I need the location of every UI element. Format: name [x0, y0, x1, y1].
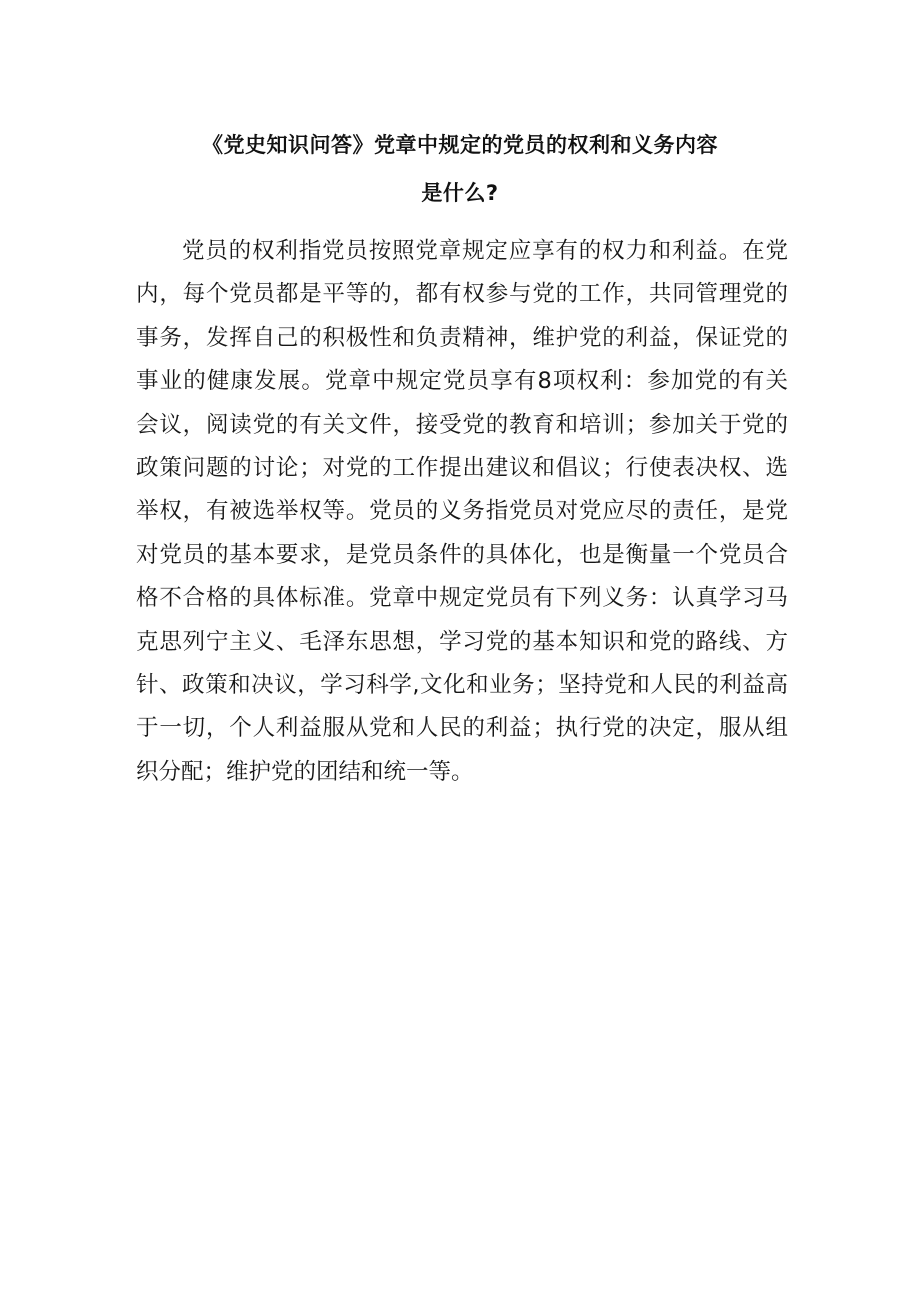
body-paragraph: [136, 230, 788, 794]
body-line: 对党员的基本要求，是党员条件的具体化，也是衡量一个党员合: [136, 541, 788, 568]
body-line: 事业的健康发展。党章中规定党员享有8项权利：参加党的有关: [136, 368, 788, 395]
body-line: 会议，阅读党的有关文件，接受党的教育和培训；参加关于党的: [136, 411, 788, 438]
body-line: 格不合格的具体标准。党章中规定党员有下列义务：认真学习马: [136, 585, 788, 612]
body-line: 针、政策和决议，学习科学,文化和业务；坚持党和人民的利益高: [136, 671, 788, 698]
body-line: 党员的权利指党员按照党章规定应享有的权力和利益。在党: [182, 238, 788, 264]
body-line: 克思列宁主义、毛泽东思想，学习党的基本知识和党的路线、方: [136, 628, 788, 655]
body-line: 举权，有被选举权等。党员的义务指党员对党应尽的责任，是党: [136, 498, 788, 525]
body-line: 于一切，个人利益服从党和人民的利益；执行党的决定，服从组: [136, 715, 788, 742]
body-line: 织分配；维护党的团结和统一等。: [136, 758, 474, 785]
document-title-line-2: 是什么?: [421, 181, 499, 205]
body-line: 内，每个党员都是平等的，都有权参与党的工作，共同管理党的: [136, 281, 788, 308]
document-title-line-1: 《党史知识问答》党章中规定的党员的权利和义务内容: [202, 133, 718, 157]
body-line: 政策问题的讨论；对党的工作提出建议和倡议；行使表决权、选: [136, 454, 788, 481]
body-line: 事务，发挥自己的积极性和负责精神，维护党的利益，保证党的: [136, 324, 788, 351]
